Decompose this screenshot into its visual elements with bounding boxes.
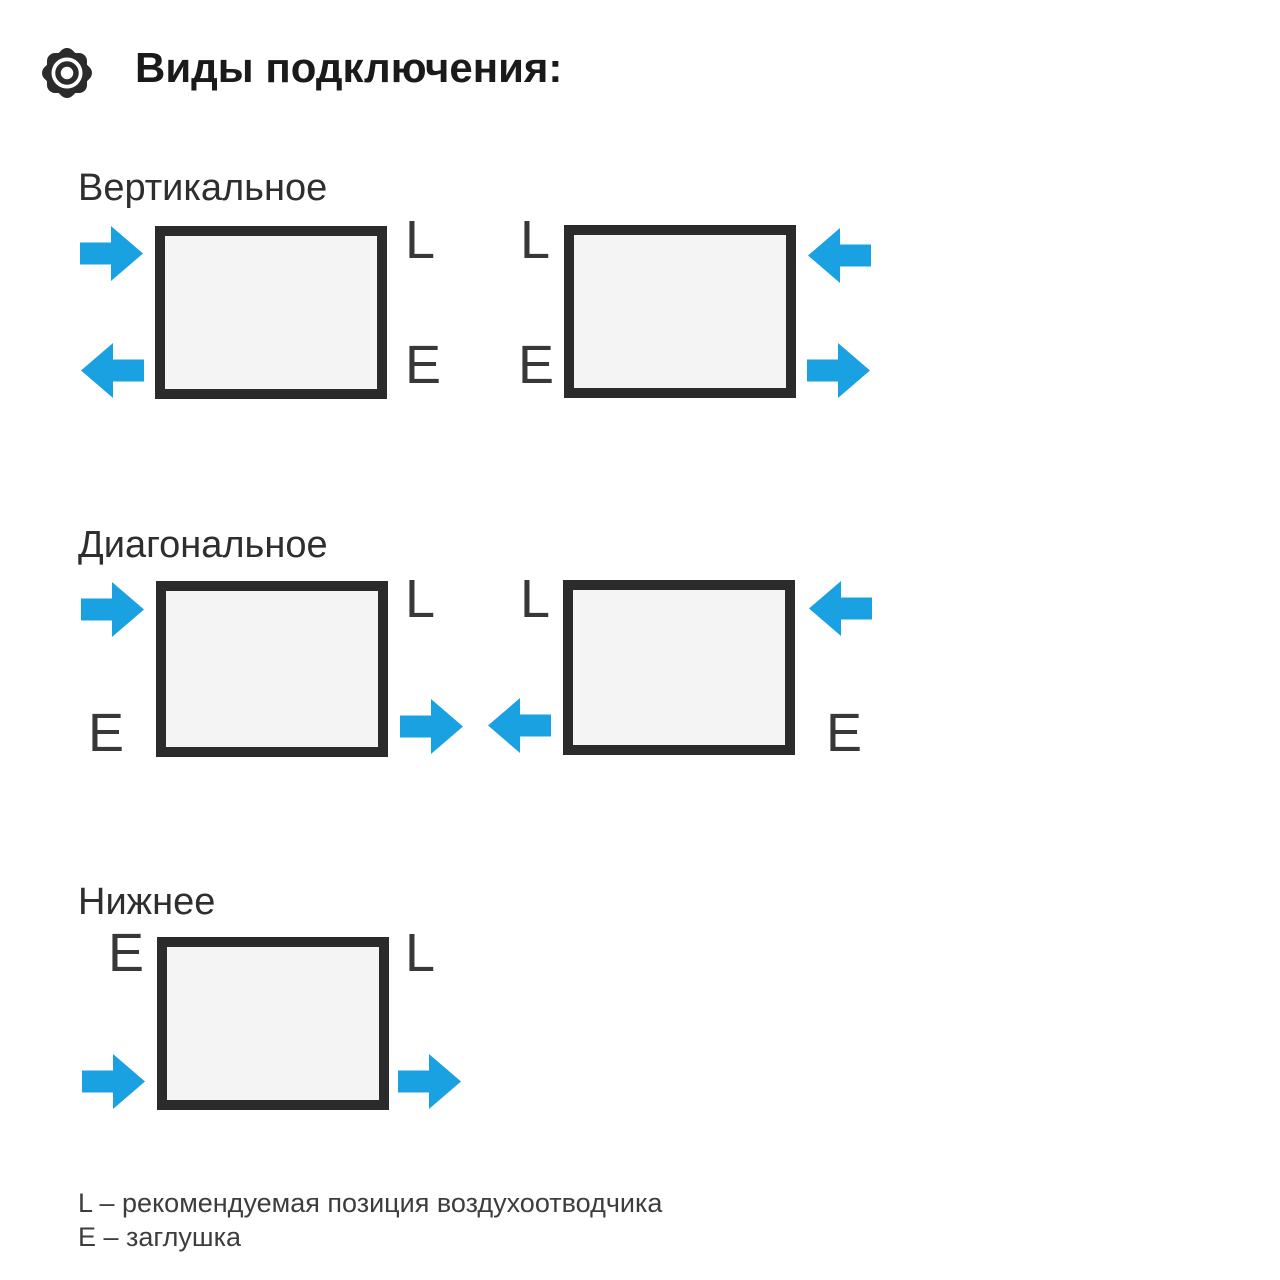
flow-in-arrow-left-icon bbox=[807, 227, 871, 284]
page-title: Виды подключения: bbox=[135, 44, 563, 91]
radiator-body bbox=[563, 580, 795, 755]
section-title-vertical: Вертикальное bbox=[78, 167, 328, 209]
flow-in-arrow-right-icon bbox=[80, 225, 144, 282]
port-label-e: E bbox=[88, 703, 125, 763]
flow-out-arrow-right-icon bbox=[400, 698, 464, 755]
port-label-e: E bbox=[518, 335, 555, 395]
port-label-e: E bbox=[405, 335, 442, 395]
radiator-body bbox=[156, 581, 388, 757]
radiator-body bbox=[564, 225, 796, 398]
radiator-body bbox=[155, 226, 387, 399]
radiator-body bbox=[157, 937, 389, 1110]
port-label-l: L bbox=[405, 923, 436, 983]
flow-in-arrow-right-icon bbox=[82, 1053, 146, 1110]
flow-in-arrow-right-icon bbox=[81, 581, 145, 638]
flow-out-arrow-left-icon bbox=[80, 342, 144, 399]
section-title-diagonal: Диагональное bbox=[78, 524, 328, 566]
section-title-bottom: Нижнее bbox=[78, 881, 216, 923]
legend bbox=[78, 1186, 662, 1254]
flow-in-arrow-left-icon bbox=[808, 580, 872, 637]
flow-out-arrow-right-icon bbox=[807, 342, 871, 399]
port-label-e: E bbox=[826, 703, 863, 763]
flow-out-arrow-right-icon bbox=[398, 1053, 462, 1110]
port-label-l: L bbox=[405, 210, 436, 270]
port-label-e: E bbox=[108, 923, 145, 983]
legend-line-l: L – рекомендуемая позиция воздухоотводчика bbox=[78, 1188, 663, 1218]
port-label-l: L bbox=[520, 210, 551, 270]
port-label-l: L bbox=[520, 569, 551, 629]
legend-line-e: E – заглушка bbox=[78, 1222, 242, 1252]
gear-icon bbox=[38, 44, 96, 102]
port-label-l: L bbox=[405, 569, 436, 629]
flow-out-arrow-left-icon bbox=[487, 697, 551, 754]
